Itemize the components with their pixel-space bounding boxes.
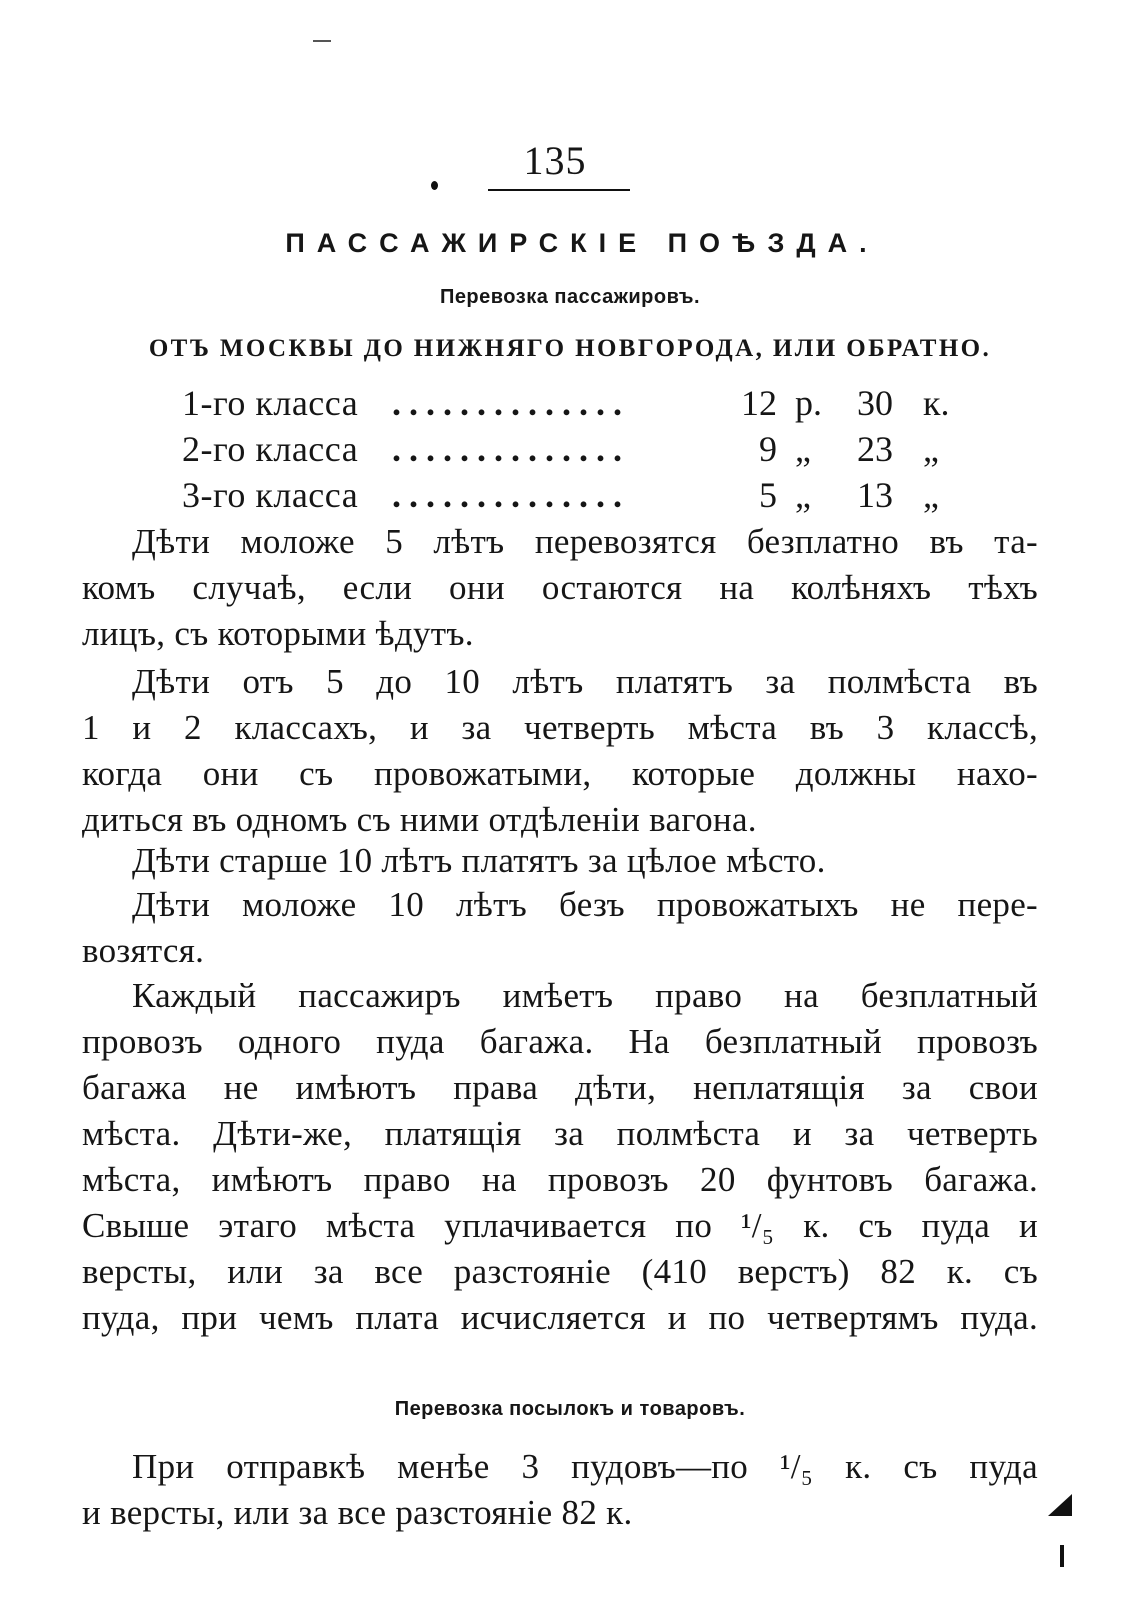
fare-rubles: 12 (741, 383, 777, 423)
section-heading-parcels: Перевозка посылокъ и товаровъ. (394, 1398, 746, 1420)
text-line: версты, или за все разстояніе (410 верстъ) 82 к. съ (82, 1252, 1038, 1291)
page-number-rule (488, 189, 630, 191)
scan-mark-stub (1060, 1545, 1064, 1567)
page-title: ПАССАЖИРСКІЕ ПОѢЗДА. (285, 228, 879, 258)
fare-row (182, 380, 950, 426)
fare-kopecks: 23 (857, 429, 893, 469)
section-heading-passengers: Перевозка пассажировъ. (439, 286, 701, 308)
fare-class: 2-го класса (182, 429, 359, 469)
fare-rubles-unit: „ (795, 429, 811, 469)
text-line: 1 и 2 классахъ, и за четверть мѣста въ 3 классѣ, (82, 708, 1038, 747)
fare-row (182, 472, 942, 518)
fare-kopecks: 13 (857, 475, 893, 515)
text-line: и версты, или за все разстояніе 82 к. (82, 1493, 633, 1532)
text-line: Дѣти отъ 5 до 10 лѣтъ платятъ за полмѣста въ (132, 662, 1038, 701)
text-line: когда они съ провожатыми, которые должны нахо- (82, 754, 1038, 793)
route-heading: ОТЪ МОСКВЫ ДО НИЖНЯГО НОВГОРОДА, ИЛИ ОБРАТНО. (148, 335, 992, 362)
text-line: диться въ одномъ съ ними отдѣленіи вагона. (82, 800, 757, 839)
scan-mark-dot (431, 181, 438, 190)
text-line: Дѣти моложе 5 лѣтъ перевозятся безплатно въ та- (132, 522, 1038, 561)
text-line: Дѣти моложе 10 лѣтъ безъ провожатыхъ не пере- (132, 885, 1038, 924)
fare-class: 1-го класса (182, 383, 359, 423)
text-line: При отправкѣ менѣе 3 пудовъ—по ¹/₅ к. съ пуда (132, 1447, 1038, 1486)
paragraph-children-under-5 (82, 519, 1038, 657)
fare-rubles: 9 (759, 429, 777, 469)
fare-kopecks-unit: „ (923, 475, 939, 515)
text-line: мѣста, имѣютъ право на провозъ 20 фунтовъ багажа. (82, 1160, 1038, 1199)
fare-rubles-unit: „ (795, 475, 811, 515)
text-line: Каждый пассажиръ имѣетъ право на безплатный (132, 976, 1038, 1015)
scan-mark-dash (313, 40, 331, 42)
text-line: возятся. (82, 931, 205, 970)
text-line: Дѣти старше 10 лѣтъ платятъ за цѣлое мѣсто. (132, 841, 826, 880)
dot-leader: .............. (392, 383, 630, 423)
fare-kopecks-unit: „ (923, 429, 939, 469)
text-line: провозъ одного пуда багажа. На безплатный провозъ (82, 1022, 1038, 1061)
scan-mark-corner (1048, 1494, 1072, 1516)
dot-leader: .............. (392, 429, 630, 469)
fare-row (182, 426, 942, 472)
paragraph-baggage (82, 973, 1038, 1341)
paragraph-children-over-10 (82, 838, 1038, 884)
text-line: Свыше этаго мѣста уплачивается по ¹/₅ к. съ пуда и (82, 1206, 1038, 1245)
fare-kopecks-unit: к. (923, 383, 950, 423)
fare-rubles: 5 (759, 475, 777, 515)
page-number: 135 (523, 138, 587, 183)
text-line: мѣста. Дѣти-же, платящія за полмѣста и за четверть (82, 1114, 1038, 1153)
paragraph-children-unaccompanied (82, 882, 1038, 974)
fare-class: 3-го класса (182, 475, 359, 515)
paragraph-children-5-to-10 (82, 659, 1038, 843)
text-line: лицъ, съ которыми ѣдутъ. (82, 614, 474, 653)
text-line: комъ случаѣ, если они остаются на колѣняхъ тѣхъ (82, 568, 1038, 607)
dot-leader: .............. (392, 475, 630, 515)
fare-kopecks: 30 (857, 383, 893, 423)
text-line: багажа не имѣютъ права дѣти, неплатящія за свои (82, 1068, 1038, 1107)
paragraph-parcels (82, 1444, 1038, 1536)
fare-rubles-unit: р. (795, 383, 822, 423)
text-line: пуда, при чемъ плата исчисляется и по четвертямъ пуда. (82, 1298, 1038, 1337)
